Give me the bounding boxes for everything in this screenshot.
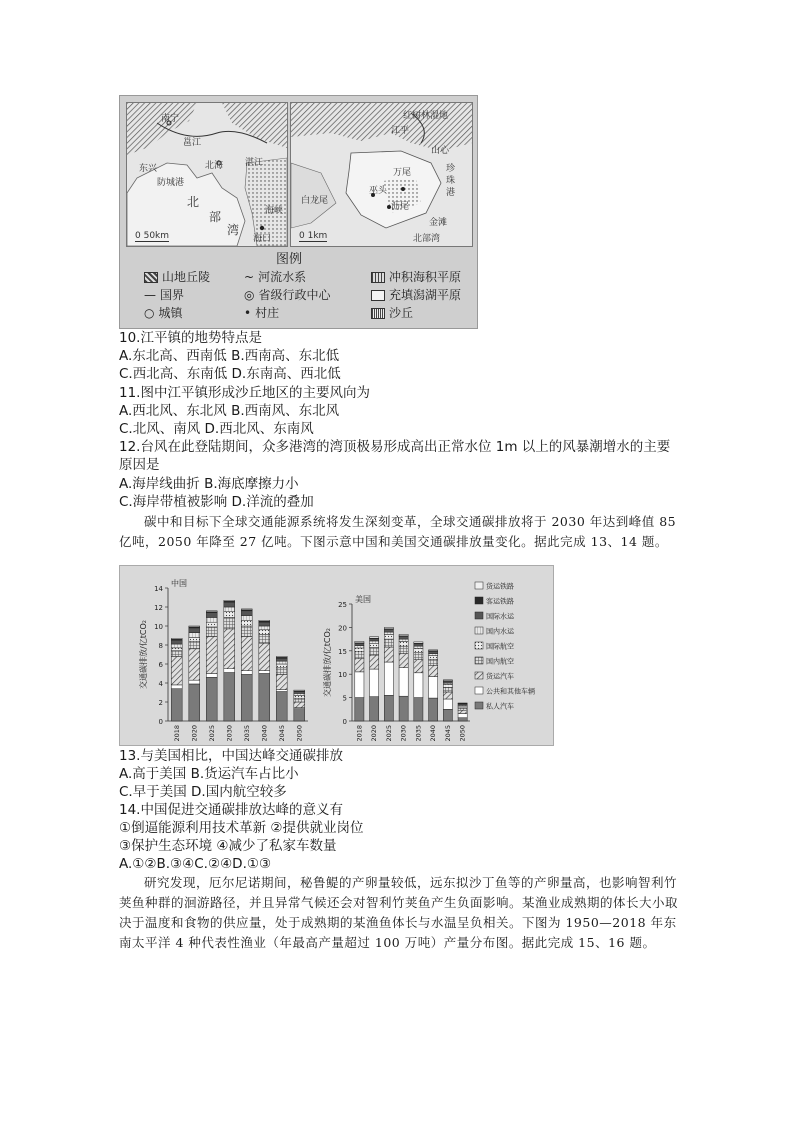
bar-segment-国内水运 (370, 641, 379, 643)
bar-segment-货运汽车 (241, 636, 252, 670)
legend-swatch (475, 702, 483, 709)
bar-segment-国际航空 (241, 620, 252, 626)
bar-segment-货运铁路 (429, 650, 438, 651)
y-tick-label: 0 (158, 718, 163, 726)
bar-segment-国内航空 (370, 648, 379, 655)
q10-options-row2: C.西北高、东南低 D.东南高、西北低 (119, 366, 341, 382)
legend-label: 私人汽车 (486, 702, 514, 711)
bar-segment-国际航空 (259, 630, 270, 635)
legend-item: — 国界 (144, 288, 185, 302)
map-label: 白龙尾 (301, 196, 329, 206)
q14-stem: 14.中国促进交通碳排放达峰的意义有 (119, 802, 343, 818)
bar-segment-国内航空 (384, 639, 393, 647)
x-tick-label: 2020 (190, 725, 199, 742)
bar-segment-国内水运 (429, 654, 438, 656)
y-tick-label: 20 (338, 624, 347, 633)
bar-segment-国内航空 (259, 635, 270, 644)
y-tick-label: 10 (338, 671, 347, 680)
legend-item: ◎ 省级行政中心 (244, 288, 331, 302)
bar-segment-私人汽车 (443, 709, 452, 721)
x-tick-label: 2050 (458, 725, 467, 742)
x-tick-label: 2045 (277, 725, 286, 742)
map-label: 珍珠港 (446, 164, 456, 198)
bar-segment-私人汽车 (206, 677, 217, 721)
bar-segment-国际航空 (224, 612, 235, 618)
x-tick-label: 2030 (225, 725, 234, 742)
legend-item: ○ 城镇 (144, 306, 183, 320)
map-label: 北部湾 (413, 234, 441, 244)
intro-paragraph-1: 碳中和目标下全球交通能源系统将发生深刻变革，全球交通碳排放将于 2030 年达到峰值 85 亿吨，2050 年降至 27 亿吨。下图示意中国和美国交通碳排放量变化。据此完成 13、14 题。 (119, 514, 677, 549)
bar-segment-国际航空 (370, 643, 379, 647)
scale-bar: 0 1km (299, 231, 328, 241)
q14-statements-row1: ①倒逼能源利用技术革新 ②提供就业岗位 (119, 820, 364, 836)
bar-segment-公共和其他车辆 (171, 685, 182, 689)
bar-segment-货运汽车 (384, 647, 393, 662)
bar-segment-货运汽车 (443, 692, 452, 699)
y-tick-label: 6 (158, 661, 163, 669)
bar-segment-货运铁路 (355, 641, 364, 642)
legend-swatch (475, 597, 483, 604)
bar-segment-国内水运 (224, 607, 235, 612)
map-label: 南宁 (161, 114, 180, 124)
bar-segment-国际水运 (241, 611, 252, 616)
bar-segment-国际航空 (355, 648, 364, 652)
bar-segment-货运汽车 (399, 654, 408, 668)
bar-segment-公共和其他车辆 (414, 673, 423, 698)
map-label: 巫头 (369, 186, 388, 196)
bar-segment-国际水运 (259, 622, 270, 626)
bar-segment-国内航空 (399, 646, 408, 653)
bar-segment-国内航空 (189, 641, 200, 649)
x-tick-label: 2045 (443, 725, 452, 742)
bar-segment-公共和其他车辆 (276, 690, 287, 692)
bar-segment-公共和其他车辆 (206, 674, 217, 678)
bar-segment-国内水运 (206, 617, 217, 622)
bar-segment-国际水运 (399, 636, 408, 639)
x-tick-label: 2020 (370, 725, 379, 742)
bar-segment-国内航空 (294, 698, 305, 702)
bar-segment-国际水运 (171, 640, 182, 644)
bar-segment-公共和其他车辆 (429, 677, 438, 699)
bar-segment-公共和其他车辆 (384, 662, 393, 695)
map-label: 沥尾 (391, 202, 410, 212)
bar-segment-私人汽车 (276, 692, 287, 721)
q13-options-row2: C.早于美国 D.国内航空较多 (119, 784, 287, 800)
bar-segment-公共和其他车辆 (259, 671, 270, 674)
legend-item: 山地丘陵 (144, 268, 210, 285)
bar-segment-货运汽车 (414, 660, 423, 673)
bar-segment-国内水运 (414, 646, 423, 648)
bar-segment-国内航空 (458, 708, 467, 710)
legend-label: 公共和其他车辆 (486, 687, 535, 696)
bar-segment-国际航空 (458, 706, 467, 708)
bar-segment-私人汽车 (355, 698, 364, 721)
bar-segment-国际航空 (384, 634, 393, 639)
bar-segment-国内航空 (241, 626, 252, 636)
bar-segment-国际水运 (384, 629, 393, 632)
q13-stem: 13.与美国相比，中国达峰交通碳排放 (119, 748, 343, 764)
legend-label: 国内水运 (486, 627, 514, 636)
bar-segment-国内水运 (294, 693, 305, 695)
bar-segment-货运铁路 (443, 680, 452, 681)
bar-segment-国内航空 (355, 652, 364, 659)
map-label: 万尾 (393, 168, 412, 178)
bar-segment-国际水运 (414, 644, 423, 646)
x-tick-label: 2025 (384, 725, 393, 742)
bar-segment-货运铁路 (224, 600, 235, 601)
bar-segment-私人汽车 (458, 718, 467, 721)
bar-segment-私人汽车 (384, 695, 393, 721)
y-tick-label: 25 (338, 601, 347, 609)
bar-segment-国内航空 (206, 627, 217, 637)
bar-segment-货运铁路 (370, 637, 379, 638)
bar-segment-货运汽车 (224, 629, 235, 669)
q10-stem: 10.江平镇的地势特点是 (119, 330, 262, 346)
map-label: 海峡 (265, 206, 284, 216)
x-tick-label: 2035 (242, 725, 251, 742)
bar-segment-国内航空 (171, 651, 182, 657)
map-figure (119, 95, 478, 329)
map-label: 江平 (391, 126, 410, 136)
bar-segment-货运铁路 (241, 609, 252, 610)
bar-segment-货运汽车 (458, 710, 467, 713)
q14-statements-row2: ③保护生态环境 ④减少了私家车数量 (119, 838, 337, 854)
y-tick-label: 2 (158, 699, 163, 707)
bar-segment-国内水运 (241, 616, 252, 621)
q11-options-row2: C.北风、南风 D.西北风、东南风 (119, 421, 314, 437)
bar-segment-国内水运 (355, 646, 364, 648)
map-label: 海口 (253, 234, 272, 244)
bar-segment-公共和其他车辆 (443, 699, 452, 709)
y-axis-label: 交通碳排放/亿tCO₂ (323, 628, 332, 697)
bar-segment-国际航空 (443, 684, 452, 687)
y-axis-label: 交通碳排放/亿tCO₂ (139, 620, 148, 689)
bar-segment-私人汽车 (414, 698, 423, 721)
bar-segment-货运铁路 (276, 656, 287, 657)
legend-swatch (475, 642, 483, 649)
bar-segment-国内水运 (384, 632, 393, 634)
bar-segment-货运汽车 (429, 665, 438, 676)
bar-segment-货运汽车 (259, 643, 270, 671)
legend-title: 图例 (276, 252, 303, 267)
emissions-chart (120, 566, 553, 745)
bar-segment-私人汽车 (429, 698, 438, 721)
legend-item: 充填潟湖平原 (371, 286, 461, 303)
x-tick-label: 2050 (295, 725, 304, 742)
bar-segment-国际水运 (224, 602, 235, 607)
bar-segment-公共和其他车辆 (241, 671, 252, 675)
bar-segment-私人汽车 (294, 709, 305, 721)
bar-segment-国际航空 (189, 637, 200, 641)
map-label: 金滩 (429, 218, 448, 228)
bar-segment-货运汽车 (370, 655, 379, 669)
legend-label: 客运铁路 (486, 597, 514, 606)
bar-segment-货运铁路 (399, 634, 408, 635)
panel-label: 中国 (171, 579, 187, 588)
y-tick-label: 14 (154, 585, 163, 593)
map-label: 北海 (205, 161, 224, 171)
x-tick-label: 2035 (414, 725, 423, 742)
bar-segment-国际航空 (294, 695, 305, 698)
bar-segment-货运汽车 (294, 702, 305, 708)
y-tick-label: 8 (158, 642, 163, 650)
bar-segment-货运铁路 (206, 611, 217, 612)
bar-segment-国内航空 (224, 617, 235, 628)
bar-segment-国内水运 (189, 633, 200, 638)
map-label: 部 (209, 210, 222, 224)
q11-stem: 11.图中江平镇形成沙丘地区的主要风向为 (119, 385, 370, 401)
bar-segment-货运铁路 (414, 642, 423, 643)
y-tick-label: 5 (342, 694, 347, 703)
bar-segment-私人汽车 (189, 684, 200, 721)
bar-segment-货运汽车 (206, 636, 217, 673)
q14-options: A.①②B.③④C.②④D.①③ (119, 856, 272, 872)
x-tick-label: 2018 (172, 725, 181, 742)
scale-bar: 0 50km (135, 231, 170, 241)
legend-item: • 村庄 (244, 306, 280, 320)
legend-label: 货运铁路 (486, 582, 514, 591)
bar-segment-国际水运 (370, 639, 379, 641)
bar-segment-私人汽车 (399, 696, 408, 721)
bar-segment-公共和其他车辆 (458, 714, 467, 718)
q13-options-row1: A.高于美国 B.货运汽车占比小 (119, 766, 299, 782)
map-label: 红树林湿地 (403, 111, 449, 121)
bar-segment-国际水运 (294, 692, 305, 694)
bar-segment-国内水运 (171, 644, 182, 648)
q12-options-row1: A.海岸线曲折 B.海底摩擦力小 (119, 476, 299, 492)
map-legend (126, 248, 471, 324)
bar-segment-私人汽车 (241, 674, 252, 721)
bar-segment-国际航空 (414, 648, 423, 652)
bar-segment-公共和其他车辆 (370, 669, 379, 697)
map-label: 北 (187, 195, 200, 209)
map-label: 东兴 (139, 164, 158, 174)
y-tick-label: 4 (158, 680, 163, 688)
bar-segment-国际水运 (276, 658, 287, 661)
bar-segment-私人汽车 (171, 689, 182, 721)
bar-segment-国内航空 (414, 653, 423, 660)
bar-segment-国际航空 (276, 664, 287, 668)
bar-segment-国内航空 (443, 687, 452, 692)
bar-segment-公共和其他车辆 (355, 672, 364, 698)
bar-segment-国际水运 (189, 628, 200, 633)
bar-segment-公共和其他车辆 (399, 668, 408, 697)
bar-segment-国际航空 (171, 648, 182, 651)
legend-item: ~ 河流水系 (244, 270, 307, 284)
map-label: 湾 (227, 223, 240, 237)
q12-options-row2: C.海岸带植被影响 D.洋流的叠加 (119, 494, 314, 510)
bar-segment-国际水运 (429, 651, 438, 653)
bar-segment-私人汽车 (259, 674, 270, 722)
bar-segment-国际水运 (206, 613, 217, 618)
bar-segment-货运铁路 (458, 703, 467, 704)
panel-label: 美国 (355, 595, 371, 604)
y-tick-label: 15 (338, 647, 347, 656)
intro-paragraph-2: 研究发现，厄尔尼诺期间，秘鲁鳀的产卵量较低，远东拟沙丁鱼等的产卵量高，也影响智利竹荚鱼种群的洄游路径，并且异常气候还会对智利竹荚鱼产生负面影响。某渔业成熟期的体长大小取决于温度和食物的供应量，处于成熟期的某渔鱼体长与水温呈负相关。下图为 1950—2018 年东南太平洋 4 种代表性渔业（年最高产量超过 100 万吨）产量分布图。据此完成 15、16 题。 (119, 875, 679, 950)
q11-options-row1: A.西北风、东北风 B.西南风、东北风 (119, 403, 340, 419)
bar-segment-公共和其他车辆 (189, 680, 200, 684)
y-tick-label: 10 (154, 623, 163, 631)
bar-segment-国内航空 (276, 668, 287, 675)
x-tick-label: 2030 (399, 725, 408, 742)
legend-swatch (475, 612, 483, 619)
emissions-chart-figure (119, 565, 554, 746)
bar-segment-货运铁路 (384, 627, 393, 628)
legend-item: 冲积海积平原 (371, 268, 461, 285)
legend-label: 国内航空 (486, 657, 514, 666)
bar-segment-国际航空 (399, 641, 408, 646)
detail-map (290, 102, 473, 247)
legend-swatch (475, 657, 483, 664)
x-tick-label: 2040 (260, 725, 269, 742)
bar-segment-国内水运 (399, 639, 408, 641)
q12-stem: 12.台风在此登陆期间，众多港湾的湾顶极易形成高出正常水位 1m 以上的风暴潮增水的主要原因是 (119, 439, 671, 473)
map-label: 湛江 (245, 158, 264, 168)
bar-segment-货运汽车 (355, 659, 364, 672)
y-tick-label: 0 (342, 718, 347, 726)
bar-segment-国内水运 (259, 626, 270, 630)
bar-segment-货运铁路 (259, 620, 270, 621)
bar-segment-国内水运 (276, 661, 287, 664)
bar-segment-货运铁路 (189, 626, 200, 627)
legend-swatch (475, 687, 483, 694)
legend-label: 货运汽车 (486, 672, 514, 681)
map-label: 山心 (431, 146, 450, 156)
legend-swatch (475, 672, 483, 679)
x-tick-label: 2018 (355, 725, 364, 742)
legend-item: 沙丘 (371, 304, 413, 321)
legend-label: 国际水运 (486, 612, 514, 621)
bar-segment-私人汽车 (370, 697, 379, 721)
bar-segment-公共和其他车辆 (224, 669, 235, 673)
regional-map (126, 102, 288, 247)
map-label: 防城港 (157, 178, 185, 188)
bar-segment-货运汽车 (171, 656, 182, 685)
bar-segment-货运铁路 (294, 690, 305, 691)
x-tick-label: 2025 (207, 725, 216, 742)
bar-segment-国际航空 (206, 622, 217, 627)
y-tick-label: 12 (154, 604, 163, 612)
bar-segment-货运铁路 (171, 638, 182, 639)
bar-segment-国际航空 (429, 655, 438, 659)
legend-swatch (475, 582, 483, 589)
x-tick-label: 2040 (429, 725, 438, 742)
legend-label: 国际航空 (486, 642, 514, 651)
q10-options-row1: A.东北高、西南低 B.西南高、东北低 (119, 348, 340, 364)
bar-segment-货运汽车 (189, 649, 200, 680)
bar-segment-私人汽车 (224, 673, 235, 721)
legend-swatch (475, 627, 483, 634)
bar-segment-国内航空 (429, 659, 438, 665)
map-label: 邕江 (183, 138, 202, 148)
bar-segment-国际水运 (355, 643, 364, 645)
bar-segment-货运汽车 (276, 674, 287, 689)
